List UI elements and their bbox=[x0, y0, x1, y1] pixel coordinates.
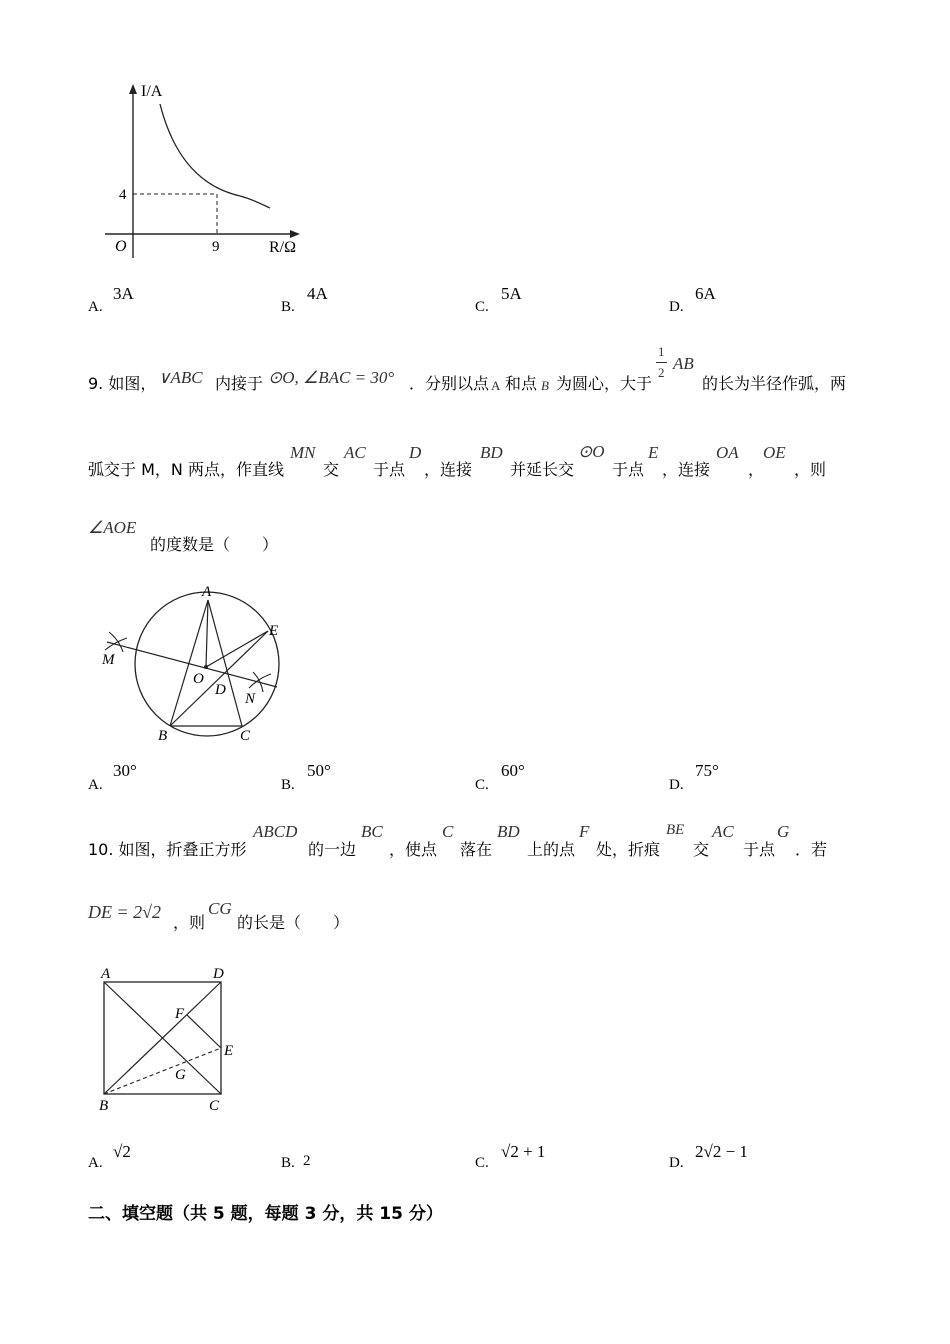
q10-text: 的长是（ ） bbox=[237, 913, 350, 932]
q9-text: ，连接 bbox=[662, 460, 711, 479]
option-a-letter: A. bbox=[88, 777, 103, 793]
q10-text: 处，折痕 bbox=[596, 840, 661, 859]
label-o: O bbox=[193, 671, 204, 687]
fraction-numerator: 1 bbox=[658, 344, 665, 359]
q9-math: ⊙O, ∠BAC = 30° bbox=[268, 368, 395, 387]
q10-text: 上的点 bbox=[527, 840, 576, 859]
hyperbola-curve bbox=[160, 104, 270, 208]
label-n: N bbox=[245, 691, 256, 707]
x-axis-arrow bbox=[290, 230, 300, 238]
q10-math: BD bbox=[497, 822, 520, 841]
q9-math: MN bbox=[290, 443, 316, 462]
q9-math: D bbox=[409, 443, 422, 462]
q9-text: 和点 bbox=[505, 374, 538, 393]
line-mn bbox=[107, 642, 277, 687]
q10-math: BC bbox=[361, 822, 383, 841]
option-c-value[interactable]: 5A bbox=[501, 284, 522, 303]
option-b-letter: B. bbox=[281, 299, 295, 315]
option-b-value[interactable]: 2 bbox=[303, 1153, 311, 1169]
q9-text: 于点 bbox=[373, 460, 406, 479]
q9-math: AC bbox=[344, 443, 366, 462]
q10-text: ，使点 bbox=[389, 840, 438, 859]
label-e: E bbox=[269, 623, 279, 639]
option-d-value[interactable]: 6A bbox=[695, 284, 716, 303]
label-f: F bbox=[175, 1006, 185, 1022]
option-b-value[interactable]: 4A bbox=[307, 284, 328, 303]
q9-math: OE bbox=[763, 443, 786, 462]
x-tick-label: 9 bbox=[212, 239, 220, 255]
label-c: C bbox=[240, 728, 251, 744]
option-a-value[interactable]: √2 bbox=[113, 1142, 131, 1161]
option-a-letter: A. bbox=[88, 1155, 103, 1171]
q10-text: ．若 bbox=[795, 840, 828, 859]
segment-fe bbox=[187, 1015, 221, 1048]
x-axis-label: R/Ω bbox=[269, 239, 297, 256]
q9-text: 交 bbox=[323, 460, 340, 479]
label-a: A bbox=[101, 966, 111, 982]
option-d-value[interactable]: 75° bbox=[695, 761, 719, 780]
label-b: B bbox=[158, 728, 168, 744]
q9-math: ∨ABC bbox=[158, 368, 203, 387]
q9-text: ， bbox=[748, 460, 765, 479]
option-b-value[interactable]: 50° bbox=[307, 761, 331, 780]
q10-text: 交 bbox=[693, 840, 710, 859]
q10-text: 10. 如图，折叠正方形 bbox=[88, 840, 247, 859]
q9-text: 的度数是（ ） bbox=[150, 535, 279, 554]
option-d-letter: D. bbox=[669, 1155, 684, 1171]
y-axis-label: I/A bbox=[141, 83, 163, 100]
q10-math: G bbox=[777, 822, 790, 841]
q10-math: CG bbox=[208, 899, 232, 918]
label-b: B bbox=[99, 1098, 109, 1114]
q9-text: 为圆心，大于 bbox=[556, 374, 653, 393]
option-d-value[interactable]: 2√2 − 1 bbox=[695, 1142, 748, 1161]
y-tick-label: 4 bbox=[119, 187, 127, 203]
q10-text: 于点 bbox=[743, 840, 776, 859]
label-g: G bbox=[175, 1067, 186, 1083]
square-fold-figure bbox=[95, 962, 245, 1117]
q10-math: AC bbox=[712, 822, 734, 841]
q9-text: ．分别以点 bbox=[409, 374, 490, 393]
fraction-bar bbox=[656, 362, 667, 363]
label-d: D bbox=[215, 682, 226, 698]
option-d-letter: D. bbox=[669, 777, 684, 793]
q10-text: 落在 bbox=[460, 840, 493, 859]
label-d: D bbox=[213, 966, 224, 982]
q9-text: ，则 bbox=[794, 460, 827, 479]
q9-math: OA bbox=[716, 443, 739, 462]
q10-math: F bbox=[579, 822, 590, 841]
current-resistance-graph bbox=[95, 78, 305, 263]
fold-line-be bbox=[104, 1048, 221, 1094]
option-c-value[interactable]: 60° bbox=[501, 761, 525, 780]
q10-math: C bbox=[442, 822, 454, 841]
q9-math: B bbox=[541, 378, 549, 393]
arc-mark-m1 bbox=[109, 632, 123, 652]
option-a-value[interactable]: 30° bbox=[113, 761, 137, 780]
q9-math: AB bbox=[673, 354, 694, 373]
q9-math: E bbox=[648, 443, 659, 462]
label-c: C bbox=[209, 1098, 220, 1114]
section-heading: 二、填空题（共 5 题，每题 3 分，共 15 分） bbox=[88, 1204, 443, 1224]
label-m: M bbox=[102, 652, 115, 668]
center-point bbox=[204, 665, 208, 669]
segment-oa bbox=[206, 600, 208, 667]
option-c-letter: C. bbox=[475, 777, 489, 793]
y-axis-arrow bbox=[129, 84, 137, 94]
q10-math: BE bbox=[666, 822, 685, 838]
q10-text: ，则 bbox=[173, 913, 206, 932]
option-c-letter: C. bbox=[475, 299, 489, 315]
q10-math: DE = 2√2 bbox=[88, 902, 162, 922]
q9-text: 于点 bbox=[612, 460, 645, 479]
option-a-value[interactable]: 3A bbox=[113, 284, 134, 303]
origin-label: O bbox=[115, 238, 127, 255]
q9-text: 弧交于 M，N 两点，作直线 bbox=[88, 460, 284, 479]
q10-math: ABCD bbox=[253, 822, 298, 841]
option-d-letter: D. bbox=[669, 299, 684, 315]
q9-text: 并延长交 bbox=[510, 460, 575, 479]
q10-text: 的一边 bbox=[308, 840, 357, 859]
q9-math: ∠AOE bbox=[88, 518, 137, 537]
circle-geometry-figure bbox=[95, 580, 295, 745]
fraction-denominator: 2 bbox=[658, 365, 665, 380]
q9-text: 9. 如图， bbox=[88, 374, 157, 393]
q9-math: ⊙O bbox=[578, 442, 605, 461]
q9-math: A bbox=[491, 378, 501, 393]
q9-math: BD bbox=[480, 443, 503, 462]
q9-text: 内接于 bbox=[215, 374, 264, 393]
q9-text: 的长为半径作弧，两 bbox=[702, 374, 847, 393]
option-b-letter: B. bbox=[281, 1155, 295, 1171]
label-e: E bbox=[224, 1043, 234, 1059]
option-a-letter: A. bbox=[88, 299, 103, 315]
q9-text: ，连接 bbox=[424, 460, 473, 479]
option-c-value[interactable]: √2 + 1 bbox=[501, 1142, 546, 1161]
option-b-letter: B. bbox=[281, 777, 295, 793]
option-c-letter: C. bbox=[475, 1155, 489, 1171]
label-a: A bbox=[202, 584, 212, 600]
